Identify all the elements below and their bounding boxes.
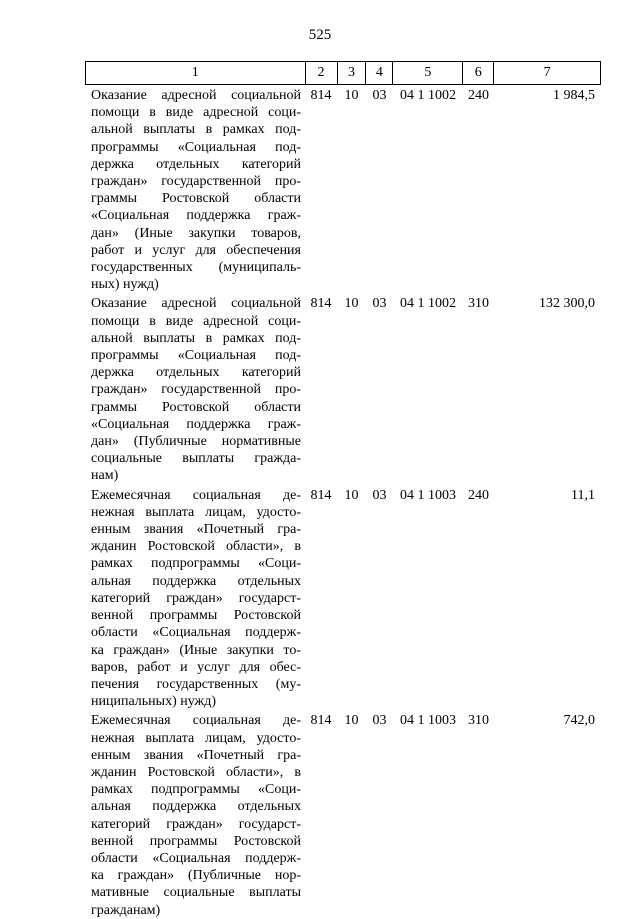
row-c4-cell: 03 bbox=[372, 296, 387, 312]
row-description bbox=[85, 293, 305, 484]
row-c3-cell: 10 bbox=[344, 88, 359, 103]
table-body bbox=[85, 85, 601, 919]
row-c5-cell: 04 1 1003 bbox=[400, 487, 456, 503]
description-line: помощи в виде адресной соци- bbox=[91, 313, 301, 329]
row-c3-cell: 10 bbox=[344, 487, 359, 503]
row-c5-cell: 04 1 1002 bbox=[400, 88, 456, 103]
description-line: «Социальная поддержка граж- bbox=[91, 208, 301, 224]
row-description bbox=[85, 710, 305, 918]
row-c3-cell: 10 bbox=[344, 713, 359, 729]
description-line: ниципальных) нужд) bbox=[91, 694, 216, 710]
description-line: ка граждан» (Иные закупки то- bbox=[91, 642, 301, 658]
row-c6-cell: 310 bbox=[468, 713, 489, 729]
table-header-row bbox=[85, 61, 601, 85]
description-line: жданин Ростовской области», в bbox=[91, 539, 301, 555]
description-line: енным звания «Почетный гра- bbox=[91, 747, 301, 763]
header-col-2: 2 bbox=[306, 62, 338, 84]
header-col-7: 7 bbox=[494, 62, 601, 84]
description-line: граждан» государственной про- bbox=[91, 174, 301, 190]
table-row bbox=[85, 85, 601, 293]
description-line: гражданам) bbox=[91, 902, 161, 918]
row-c6-cell: 240 bbox=[468, 88, 489, 103]
row-description bbox=[85, 85, 305, 293]
table-row bbox=[85, 485, 601, 711]
description-line: области «Социальная поддерж- bbox=[91, 850, 301, 866]
description-line: области «Социальная поддерж- bbox=[91, 625, 301, 641]
row-amount-cell: 1 984,5 bbox=[553, 88, 595, 103]
description-line: категорий граждан» государст- bbox=[91, 590, 301, 606]
row-c6-cell: 310 bbox=[468, 296, 489, 312]
row-c4-cell: 03 bbox=[372, 713, 387, 729]
row-c4-cell: 03 bbox=[372, 88, 387, 103]
description-line: ных) нужд) bbox=[91, 277, 159, 293]
header-col-6: 6 bbox=[463, 62, 494, 84]
description-line: граммы Ростовской области bbox=[91, 191, 301, 207]
description-line: альная поддержка отдельных bbox=[91, 573, 301, 589]
budget-table bbox=[85, 61, 601, 919]
description-line: венной программы Ростовской bbox=[91, 608, 301, 624]
description-line: рамках подпрограммы «Соци- bbox=[91, 556, 301, 572]
row-c5-cell: 04 1 1002 bbox=[400, 296, 456, 312]
header-col-1: 1 bbox=[86, 62, 306, 84]
description-line: печения государственных (му- bbox=[91, 676, 301, 692]
description-line: альная поддержка отдельных bbox=[91, 799, 301, 815]
description-line: программы «Социальная под- bbox=[91, 139, 301, 155]
description-line: Оказание адресной социальной bbox=[91, 296, 301, 312]
header-col-5: 5 bbox=[393, 62, 463, 84]
description-line: дан» (Иные закупки товаров, bbox=[91, 225, 301, 241]
description-line: рамках подпрограммы «Соци- bbox=[91, 782, 301, 798]
description-line: нам) bbox=[91, 468, 119, 484]
description-line: социальные выплаты гражда- bbox=[91, 451, 301, 467]
description-line: нежная выплата лицам, удосто- bbox=[91, 730, 301, 746]
description-line: Оказание адресной социальной bbox=[91, 88, 301, 103]
description-line: помощи в виде адресной соци- bbox=[91, 105, 301, 121]
row-c2-cell: 814 bbox=[310, 296, 332, 312]
description-line: жданин Ростовской области», в bbox=[91, 764, 301, 780]
header-col-3: 3 bbox=[338, 62, 367, 84]
description-line: граммы Ростовской области bbox=[91, 399, 301, 415]
row-c2-cell: 814 bbox=[310, 713, 332, 729]
description-line: нежная выплата лицам, удосто- bbox=[91, 504, 301, 520]
description-line: Ежемесячная социальная де- bbox=[91, 713, 301, 729]
description-line: работ и услуг для обеспечения bbox=[91, 242, 301, 258]
description-line: держка отдельных категорий bbox=[91, 365, 301, 381]
row-amount-cell: 742,0 bbox=[563, 713, 595, 729]
description-line: государственных (муниципаль- bbox=[91, 260, 301, 276]
description-line: ка граждан» (Публичные нор- bbox=[91, 868, 301, 884]
row-c5-cell: 04 1 1003 bbox=[400, 713, 456, 729]
description-line: держка отдельных категорий bbox=[91, 156, 301, 172]
page-number: 525 bbox=[308, 27, 332, 43]
table-row bbox=[85, 710, 601, 918]
description-line: категорий граждан» государст- bbox=[91, 816, 301, 832]
description-line: граждан» государственной про- bbox=[91, 382, 301, 398]
description-line: альной выплаты в рамках под- bbox=[91, 330, 301, 346]
description-line: мативные социальные выплаты bbox=[91, 885, 301, 901]
description-line: «Социальная поддержка граж- bbox=[91, 416, 301, 432]
header-col-4: 4 bbox=[366, 62, 393, 84]
row-c2-cell: 814 bbox=[310, 88, 332, 103]
description-line: варов, работ и услуг для обес- bbox=[91, 659, 301, 675]
row-amount-cell: 132 300,0 bbox=[539, 296, 595, 312]
row-c4-cell: 03 bbox=[372, 487, 387, 503]
table-row bbox=[85, 293, 601, 484]
description-line: программы «Социальная под- bbox=[91, 348, 301, 364]
description-line: Ежемесячная социальная де- bbox=[91, 487, 301, 503]
row-c2-cell: 814 bbox=[310, 487, 332, 503]
row-description bbox=[85, 485, 305, 711]
description-line: венной программы Ростовской bbox=[91, 833, 301, 849]
row-c6-cell: 240 bbox=[468, 487, 489, 503]
description-line: альной выплаты в рамках под- bbox=[91, 122, 301, 138]
row-amount-cell: 11,1 bbox=[571, 487, 595, 503]
description-line: дан» (Публичные нормативные bbox=[91, 434, 301, 450]
row-c3-cell: 10 bbox=[344, 296, 359, 312]
description-line: енным звания «Почетный гра- bbox=[91, 522, 301, 538]
